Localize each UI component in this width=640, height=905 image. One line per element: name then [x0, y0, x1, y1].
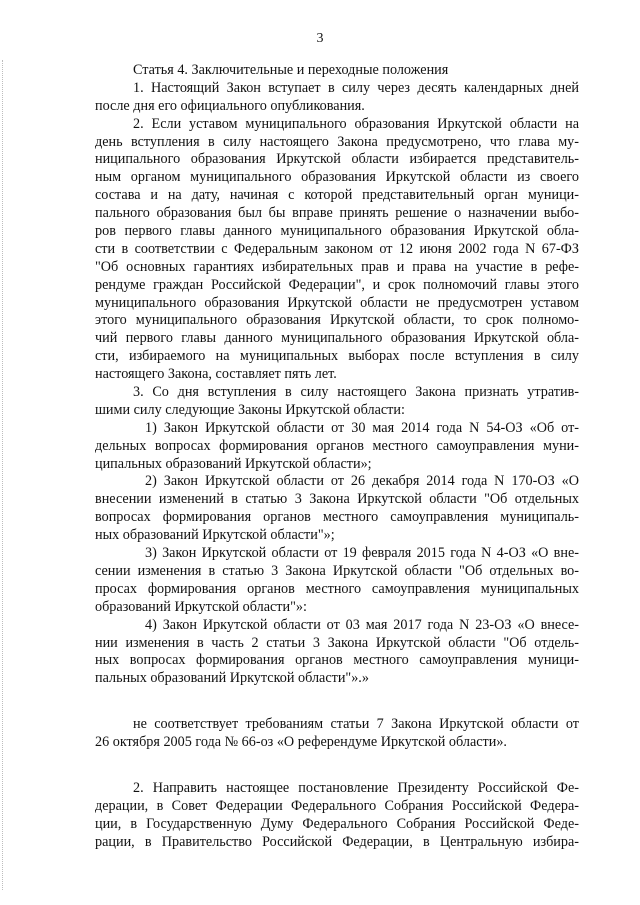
paragraph-line: ции, в Государственную Думу Федерального Собрания Российской Феде-	[95, 815, 579, 832]
paragraph-line: ров первого главы данного муниципального образования Иркутской обла-	[95, 223, 579, 240]
point-2-paragraph	[95, 780, 579, 852]
repealed-law-2	[95, 473, 579, 545]
paragraph-line: этого муниципального образования Иркутской области, то срок полномо-	[95, 312, 579, 329]
paragraph-line: 4) Закон Иркутской области от 03 мая 2017 года N 23-ОЗ «О внесе-	[145, 616, 579, 633]
paragraph-line: ных вопросах формирования органов местного самоуправления муници-	[95, 652, 579, 669]
paragraph-line: 2) Закон Иркутской области от 26 декабря 2014 года N 170-ОЗ «О	[145, 473, 579, 490]
paragraph-line: пальных образований Иркутской области"».»	[95, 670, 369, 687]
article-heading: Статья 4. Заключительные и переходные положения	[133, 62, 449, 78]
paragraph-line: состава и на дату, начиная с которой представительный орган муници-	[95, 187, 579, 204]
paragraph-line: шими силу следующие Законы Иркутской области:	[95, 401, 405, 418]
paragraph-line: 2. Если уставом муниципального образования Иркутской области на	[133, 115, 579, 132]
paragraph-line: нии изменения в часть 2 статьи 3 Закона Иркутской области "Об отдель-	[95, 634, 579, 651]
paragraph-line: сти в соответствии с Федеральным законом от 12 июня 2002 года N 67-ФЗ	[95, 240, 579, 257]
paragraph-line: не соответствует требованиям статьи 7 Закона Иркутской области от	[133, 716, 579, 733]
paragraph-line: вопросах формирования органов местного самоуправления муниципаль-	[95, 509, 579, 526]
document-body	[95, 62, 579, 852]
paragraph-line: муниципального образования Иркутской области не предусмотрен уставом	[95, 294, 579, 311]
item-2-paragraph	[95, 116, 579, 384]
paragraph-line: настоящего Закона, составляет пять лет.	[95, 366, 337, 383]
spacer	[95, 688, 579, 716]
paragraph-line: 1. Настоящий Закон вступает в силу через десять календарных дней	[133, 79, 579, 96]
paragraph-line: чий первого главы данного муниципального образования Иркутской обла-	[95, 330, 579, 347]
repealed-law-3	[95, 545, 579, 617]
paragraph-line: 1) Закон Иркутской области от 30 мая 2014 года N 54-ОЗ «Об от-	[145, 419, 579, 436]
paragraph-line: день вступления в силу настоящего Закона предусмотрено, что глава му-	[95, 133, 579, 150]
paragraph-line: внесении изменений в статью 3 Закона Иркутской области "Об отдельных	[95, 491, 579, 508]
page-number: 3	[316, 31, 324, 46]
conclusion-paragraph	[95, 716, 579, 752]
paragraph-line: 3. Со дня вступления в силу настоящего Закона признать утратив-	[133, 384, 579, 401]
paragraph-line: сении изменения в статью 3 Закона Иркутской области "Об отдельных во-	[95, 562, 579, 579]
paragraph-line: дельных вопросах формирования органов местного самоуправления муни-	[95, 437, 579, 454]
paragraph-line: ных образований Иркутской области"»;	[95, 527, 335, 544]
paragraph-line: "Об основных гарантиях избирательных прав и права на участие в рефе-	[95, 258, 579, 275]
scan-edge-dots	[2, 60, 4, 890]
paragraph-line: рендуме граждан Российской Федерации", и срок полномочий главы этого	[95, 276, 579, 293]
paragraph-line: дерации, в Совет Федерации Федерального Собрания Российской Федера-	[95, 797, 579, 814]
paragraph-line: ципальных образований Иркутской области»;	[95, 455, 372, 472]
repealed-law-1	[95, 420, 579, 474]
paragraph-line: сти, избираемого на муниципальных выборах после вступления в силу	[95, 348, 579, 365]
paragraph-line: 3) Закон Иркутской области от 19 февраля 2015 года N 4-ОЗ «О вне-	[145, 545, 579, 562]
item-3-paragraph	[95, 384, 579, 420]
paragraph-line: после дня его официального опубликования.	[95, 97, 365, 114]
paragraph-line: рации, в Правительство Российской Федерации, в Центральную избира-	[95, 833, 579, 850]
paragraph-line: просах формирования органов местного самоуправления муниципальных	[95, 580, 579, 597]
paragraph-line: пального образования был бы вправе принять решение о назначении выбо-	[95, 205, 579, 222]
paragraph-line: 26 октября 2005 года № 66-оз «О референдуме Иркутской области».	[95, 734, 507, 751]
item-1-paragraph	[95, 80, 579, 116]
paragraph-line: ным органом муниципального образования Иркутской области из своего	[95, 169, 579, 186]
spacer	[95, 752, 579, 780]
repealed-law-4	[95, 617, 579, 689]
paragraph-line: ниципального образования Иркутской области избирается представитель-	[95, 151, 579, 168]
paragraph-line: 2. Направить настоящее постановление Президенту Российской Фе-	[133, 779, 579, 796]
paragraph-line: образований Иркутской области"»:	[95, 598, 307, 615]
